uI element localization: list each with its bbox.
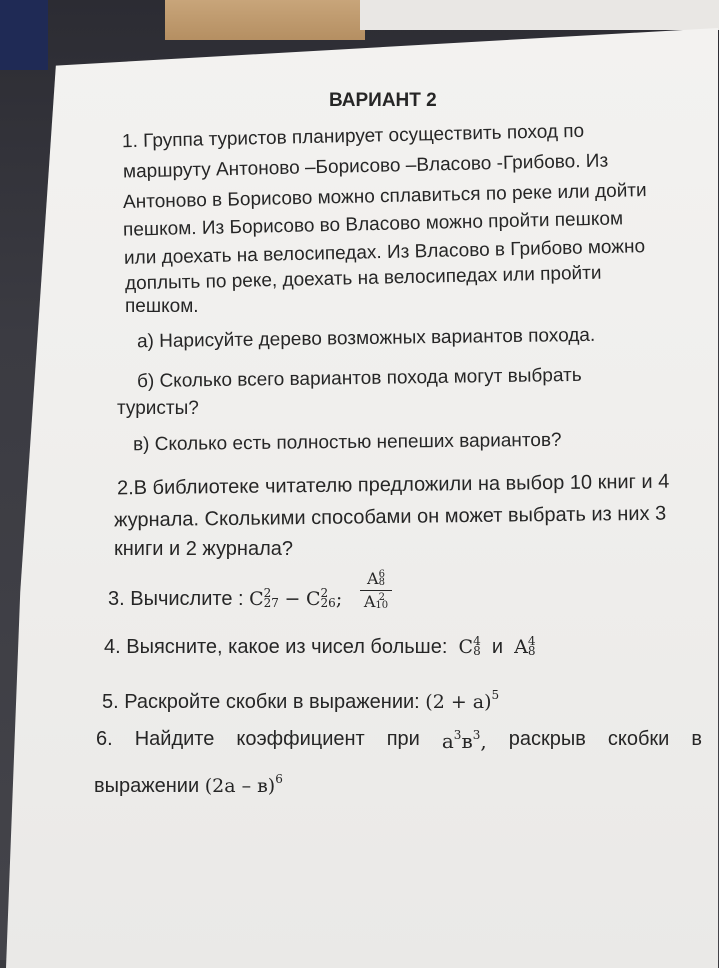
- task1-question-c: в) Сколько есть полностью непеших вариантов?: [132, 429, 562, 456]
- combination-c8-4: C 4 8: [458, 634, 481, 658]
- binomial-expression-2: (2a – в)$^6$: [204, 772, 283, 797]
- task6-word: в: [691, 728, 702, 750]
- task6-word: раскрыв: [508, 728, 586, 750]
- task1-line: 1. Группа туристов планирует осуществить поход по: [121, 120, 585, 153]
- fraction-numerator: A 6 8: [367, 569, 385, 588]
- task6-word: коэффициент: [236, 728, 365, 750]
- task1-line: или доехать на велосипедах. Из Власово в Грибово можно: [123, 236, 646, 269]
- variant-heading: ВАРИАНТ 2: [329, 90, 437, 111]
- task1-line: Антоново в Борисово можно сплавиться по реке или дойти: [122, 180, 647, 213]
- task4-expression: [104, 636, 536, 658]
- arrangement-fraction: [360, 570, 392, 611]
- task6-word: 6.: [96, 728, 113, 750]
- arrangement-a8-4: A 4 8: [514, 634, 536, 658]
- task6-word: при: [386, 728, 420, 750]
- task6-word: скобки: [607, 728, 670, 750]
- minus-sign: −: [284, 588, 301, 610]
- task1-line: доплыть по реке, доехать на велосипедах или пройти: [124, 262, 602, 295]
- task2-line: книги и 2 журнала?: [114, 538, 293, 560]
- conjunction-and: и: [491, 636, 503, 658]
- task6-word: Найдите: [134, 728, 215, 750]
- task1-question-b: б) Сколько всего вариантов похода могут выбрать: [136, 364, 582, 393]
- task1-question-a: а) Нарисуйте дерево возможных вариантов похода.: [136, 324, 596, 353]
- task2-line: журнала. Сколькими способами он может выбрать из них 3: [113, 502, 667, 532]
- fraction-denominator: A 2 10: [363, 592, 389, 611]
- task3-expression: [108, 588, 342, 610]
- monomial: $a^3в^3$,: [441, 728, 487, 753]
- task1-question-b-cont: туристы?: [117, 398, 199, 419]
- task1-line: маршруту Антоново –Борисово –Власово -Грибово. Из: [122, 150, 609, 183]
- combination-c27: C 2 27: [249, 586, 279, 610]
- separator: ;: [335, 588, 343, 610]
- task5-expression: [102, 684, 499, 713]
- task6-line2: [94, 768, 283, 797]
- task6-word: выражении: [94, 775, 200, 797]
- task4-label: 4. Выясните, какое из чисел больше:: [104, 636, 448, 658]
- task5-label: 5. Раскройте скобки в выражении:: [102, 691, 420, 713]
- task1-line: пешком.: [125, 296, 199, 317]
- fraction-bar: [360, 590, 392, 591]
- task2-line: 2.В библиотеке читателю предложили на выбор 10 книг и 4: [116, 470, 670, 500]
- task3-label: 3. Вычислите :: [108, 588, 244, 610]
- task1-line: пешком. Из Борисово во Власово можно пройти пешком: [122, 208, 624, 241]
- combination-c26: C 2 26: [306, 586, 336, 610]
- task6-line1: [96, 728, 702, 753]
- binomial-expression: $(2 + a)^5$: [425, 688, 500, 713]
